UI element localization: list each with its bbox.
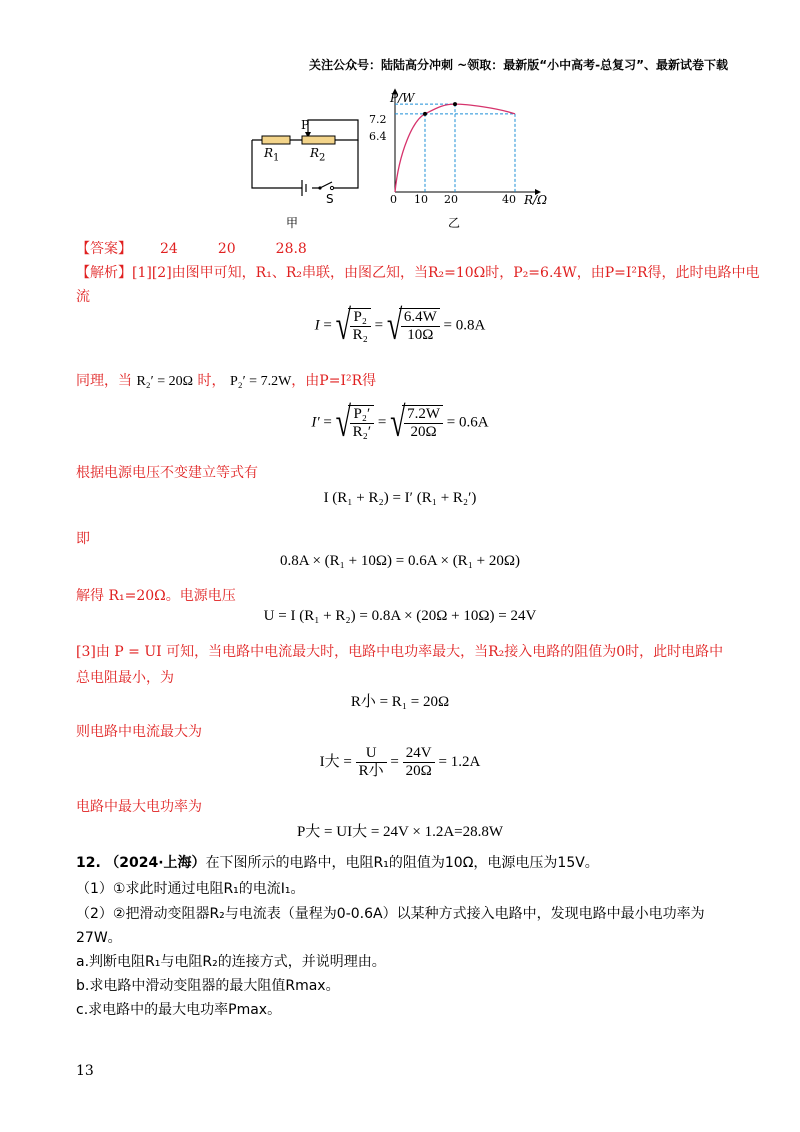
x-tick-20: 20	[444, 193, 458, 206]
r1-label: $R_1$	[264, 146, 280, 164]
analysis-line-6: 解得 R₁=20Ω。电源电压	[76, 588, 236, 604]
slider-label-p: P	[301, 118, 310, 132]
y-axis-label: P/W	[390, 91, 415, 105]
data-point-20	[453, 102, 457, 106]
y-tick-6.4: 6.4	[369, 130, 387, 143]
x-tick-10: 10	[414, 193, 428, 206]
analysis-line-1: 【解析】[1][2]由图甲可知，R₁、R₂串联，由图乙知，当R₂=10Ω时，P₂=6.4W，由P=I²R得，此时电路中电	[76, 265, 760, 281]
equation-source-voltage: U = I (R₁ + R₂) = 0.8A × (20Ω + 10Ω) = 24V	[263, 608, 537, 624]
analysis-line-10: 电路中最大电功率为	[76, 799, 202, 815]
question-12-sub-b: b.求电路中滑动变阻器的最大阻值Rmax。	[76, 978, 340, 994]
question-12-part2-line1: （2）②把滑动变阻器R₂与电流表（量程为0-0.6A）以某种方式接入电路中，发现电路中最小电功率为	[76, 906, 705, 922]
question-12-part2-line2: 27W。	[76, 930, 122, 946]
question-12-part1: （1）①求此时通过电阻R₁的电流I₁。	[76, 881, 305, 897]
analysis-line-4: 根据电源电压不变建立等式有	[76, 465, 258, 481]
x-tick-0: 0	[390, 193, 397, 206]
switch-label-s: S	[326, 192, 334, 206]
page-number: 13	[76, 1063, 94, 1079]
equation-current-i-prime: I′ = √ $\frac{\text{P₂′}}{\text{R₂′}}$ = √ $\frac{7.2W}{20\Omega}$ = 0.6A	[311, 400, 489, 447]
equation-voltage-equal: I (R₁ + R₂) = I′ (R₁ + R₂′)	[323, 490, 477, 506]
equation-min-resistance: R小 = R₁ = 20Ω	[350, 694, 450, 710]
equation-current-i: I = √ $\frac{\text{P₂}}{\text{R₂}}$ = √ $\frac{6.4W}{10\Omega}$ = 0.8A	[314, 303, 486, 350]
equation-max-current: I大 = $\frac{U}{\text{R小}}$ = $\frac{24V}{20\Omega}$ = 1.2A	[319, 745, 481, 780]
question-12-stem: 12. （2024·上海）在下图所示的电路中，电阻R₁的阻值为10Ω，电源电压为15V。	[76, 855, 599, 871]
analysis-line-3: 同理，当 R₂′ = 20Ω 时， P₂′ = 7.2W，由P=I²R得	[76, 373, 377, 389]
analysis-line-2: 流	[76, 289, 90, 305]
page-header: 关注公众号：陆陆高分冲刺 ~领取：最新版“小中高考-总复习”、最新试卷下载	[309, 58, 728, 72]
graph-caption: 乙	[448, 216, 461, 230]
equation-max-power: P大 = UI大 = 24V × 1.2A=28.8W	[296, 824, 504, 840]
resistor-r1	[262, 136, 290, 144]
question-12-sub-c: c.求电路中的最大电功率Pmax。	[76, 1002, 282, 1018]
answer-line: 【答案】 24 20 28.8	[76, 241, 307, 257]
power-curve	[395, 104, 515, 192]
circuit-caption: 甲	[286, 216, 299, 230]
analysis-line-5: 即	[76, 531, 90, 547]
x-axis-label: R/Ω	[524, 193, 548, 207]
question-12-sub-a: a.判断电阻R₁与电阻R₂的连接方式，并说明理由。	[76, 954, 386, 970]
analysis-line-9: 则电路中电流最大为	[76, 724, 202, 740]
data-point-10	[423, 112, 427, 116]
resistor-r2	[302, 136, 335, 144]
analysis-line-8: 总电阻最小，为	[76, 670, 174, 686]
x-tick-40: 40	[502, 193, 516, 206]
equation-substituted: 0.8A × (R₁ + 10Ω) = 0.6A × (R₁ + 20Ω)	[279, 553, 521, 569]
analysis-line-7: [3]由 P = UI 可知，当电路中电流最大时，电路中电功率最大，当R₂接入电路的阻值为0时，此时电路中	[76, 644, 724, 660]
y-tick-7.2: 7.2	[369, 113, 387, 126]
r2-label: $R_2$	[310, 146, 326, 164]
